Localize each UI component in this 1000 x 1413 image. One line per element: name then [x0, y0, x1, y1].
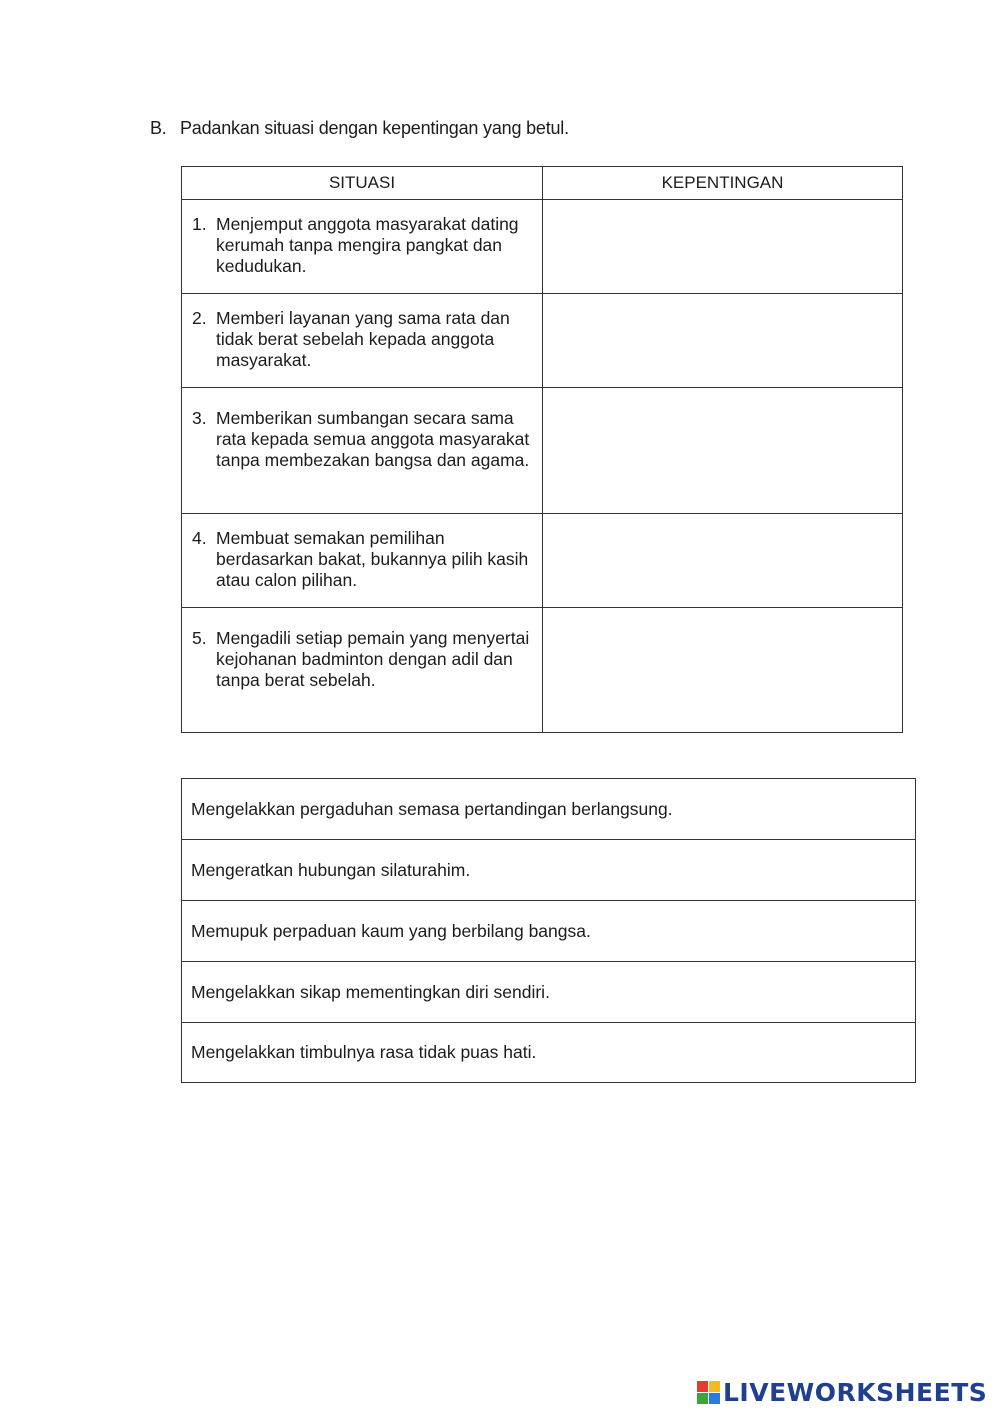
brand-text: LIVEWORKSHEETS	[723, 1378, 988, 1407]
situation-text: Membuat semakan pemilihan berdasarkan bakat, bukannya pilih kasih atau calon pilihan.	[216, 528, 529, 590]
answer-drop-cell-5[interactable]	[543, 608, 903, 733]
logo-square	[697, 1393, 708, 1404]
header-kepentingan: KEPENTINGAN	[543, 167, 903, 200]
table-row	[182, 294, 903, 388]
situation-number: 5.	[192, 628, 207, 648]
answer-option[interactable]: Mengeratkan hubungan silaturahim.	[182, 840, 915, 901]
situation-number: 2.	[192, 308, 207, 328]
answer-drop-cell-3[interactable]	[543, 388, 903, 514]
liveworksheets-logo-icon	[697, 1381, 720, 1404]
logo-square	[709, 1381, 720, 1392]
answer-option[interactable]: Mengelakkan pergaduhan semasa pertandingan berlangsung.	[182, 779, 915, 840]
situation-cell	[182, 200, 543, 294]
answer-drop-cell-1[interactable]	[543, 200, 903, 294]
answer-drop-cell-4[interactable]	[543, 514, 903, 608]
answer-option[interactable]: Mengelakkan timbulnya rasa tidak puas hati.	[191, 1042, 537, 1062]
header-situasi: SITUASI	[182, 167, 543, 200]
liveworksheets-brand	[697, 1378, 987, 1407]
situation-text: Mengadili setiap pemain yang menyertai kejohanan badminton dengan adil dan tanpa berat sebelah.	[216, 628, 530, 690]
situation-cell	[182, 388, 543, 514]
table-header-row	[182, 167, 903, 200]
answer-option[interactable]: Memupuk perpaduan kaum yang berbilang bangsa.	[182, 901, 915, 962]
answer-options-box	[181, 778, 916, 1083]
situation-number: 4.	[192, 528, 207, 548]
section-letter: B.	[150, 118, 167, 138]
table-row	[182, 608, 903, 733]
table-row	[182, 200, 903, 294]
instruction-text: Padankan situasi dengan kepentingan yang betul.	[180, 118, 569, 138]
situation-text: Menjemput anggota masyarakat dating kerumah tanpa mengira pangkat dan kedudukan.	[216, 214, 519, 276]
situation-cell	[182, 294, 543, 388]
matching-table	[181, 166, 903, 733]
situation-number: 3.	[192, 408, 207, 428]
instruction	[150, 118, 569, 139]
situation-cell	[182, 608, 543, 733]
situation-number: 1.	[192, 214, 207, 234]
situation-cell	[182, 514, 543, 608]
table-row	[182, 514, 903, 608]
table-row	[182, 388, 903, 514]
situation-text: Memberi layanan yang sama rata dan tidak berat sebelah kepada anggota masyarakat.	[216, 308, 510, 370]
situation-text: Memberikan sumbangan secara sama rata kepada semua anggota masyarakat tanpa membezakan bangsa dan agama.	[216, 408, 530, 470]
logo-square	[697, 1381, 708, 1392]
answer-option[interactable]: Mengelakkan sikap mementingkan diri sendiri.	[182, 962, 915, 1023]
logo-square	[709, 1393, 720, 1404]
answer-drop-cell-2[interactable]	[543, 294, 903, 388]
